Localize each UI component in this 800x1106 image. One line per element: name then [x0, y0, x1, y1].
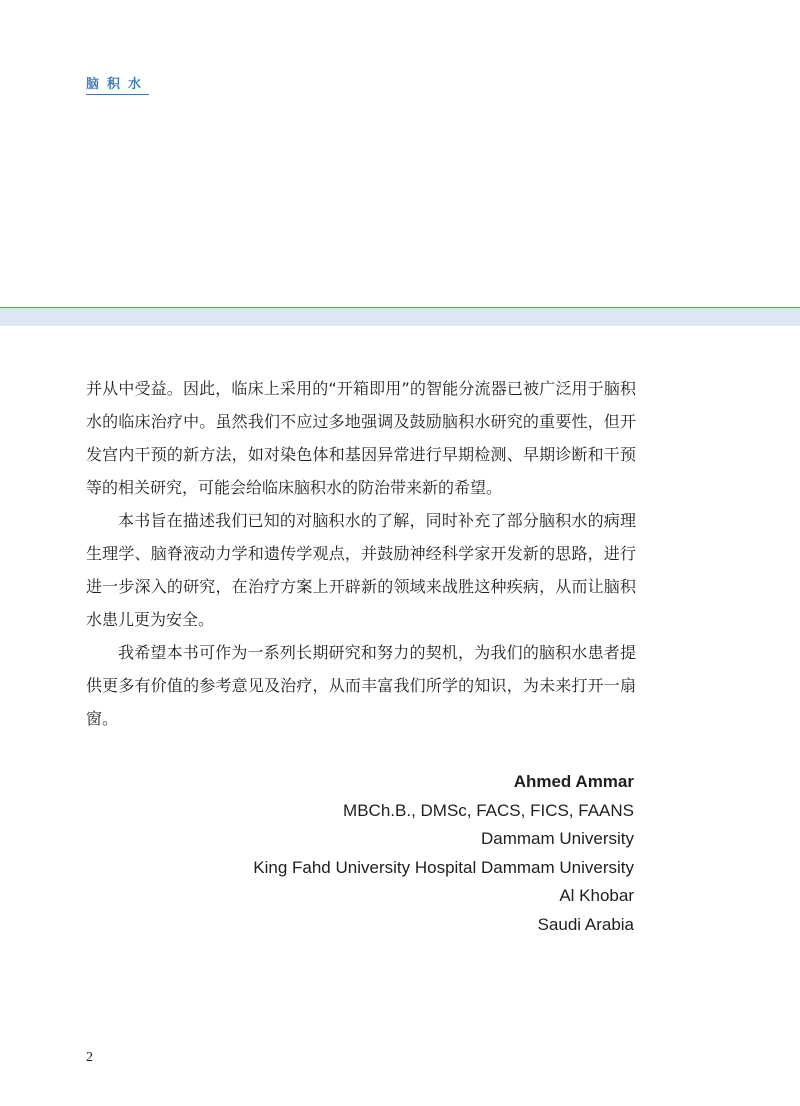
author-country: Saudi Arabia: [537, 914, 634, 934]
author-name: Ahmed Ammar: [513, 772, 634, 791]
author-university: Dammam University: [480, 829, 634, 849]
author-credentials: MBCh.B., DMSc, FACS, FICS, FAANS: [343, 800, 634, 820]
paragraph-closing-wish: 我希望本书可作为一系列长期研究和努力的契机，为我们的脑积水患者提供更多有价值的参考意见及治疗，从而丰富我们所学的知识，为未来打开一扇窗。: [86, 643, 636, 728]
paragraph-book-purpose: 本书旨在描述我们已知的对脑积水的了解，同时补充了部分脑积水的病理生理学、脑脊液动力学和遗传学观点，并鼓励神经科学家开发新的思路，进行进一步深入的研究，在治疗方案上开辟新的领域来战胜这种疾病，从而让脑积水患儿更为安全。: [86, 511, 636, 629]
body-text: [86, 372, 636, 735]
page-number: 2: [86, 1050, 93, 1065]
header-band-divider: [0, 307, 800, 326]
author-city: Al Khobar: [559, 886, 634, 906]
paragraph-continuation: 并从中受益。因此，临床上采用的“开箱即用”的智能分流器已被广泛用于脑积水的临床治疗中。虽然我们不应过多地强调及鼓励脑积水研究的重要性，但开发宫内干预的新方法，如对染色体和基因异常进行早期检测、早期诊断和干预等的相关研究，可能会给临床脑积水的防治带来新的希望。: [86, 379, 636, 497]
author-signature-block: [253, 768, 634, 940]
author-hospital: King Fahd University Hospital Dammam University: [253, 857, 634, 877]
running-head: 脑积水: [86, 73, 149, 95]
